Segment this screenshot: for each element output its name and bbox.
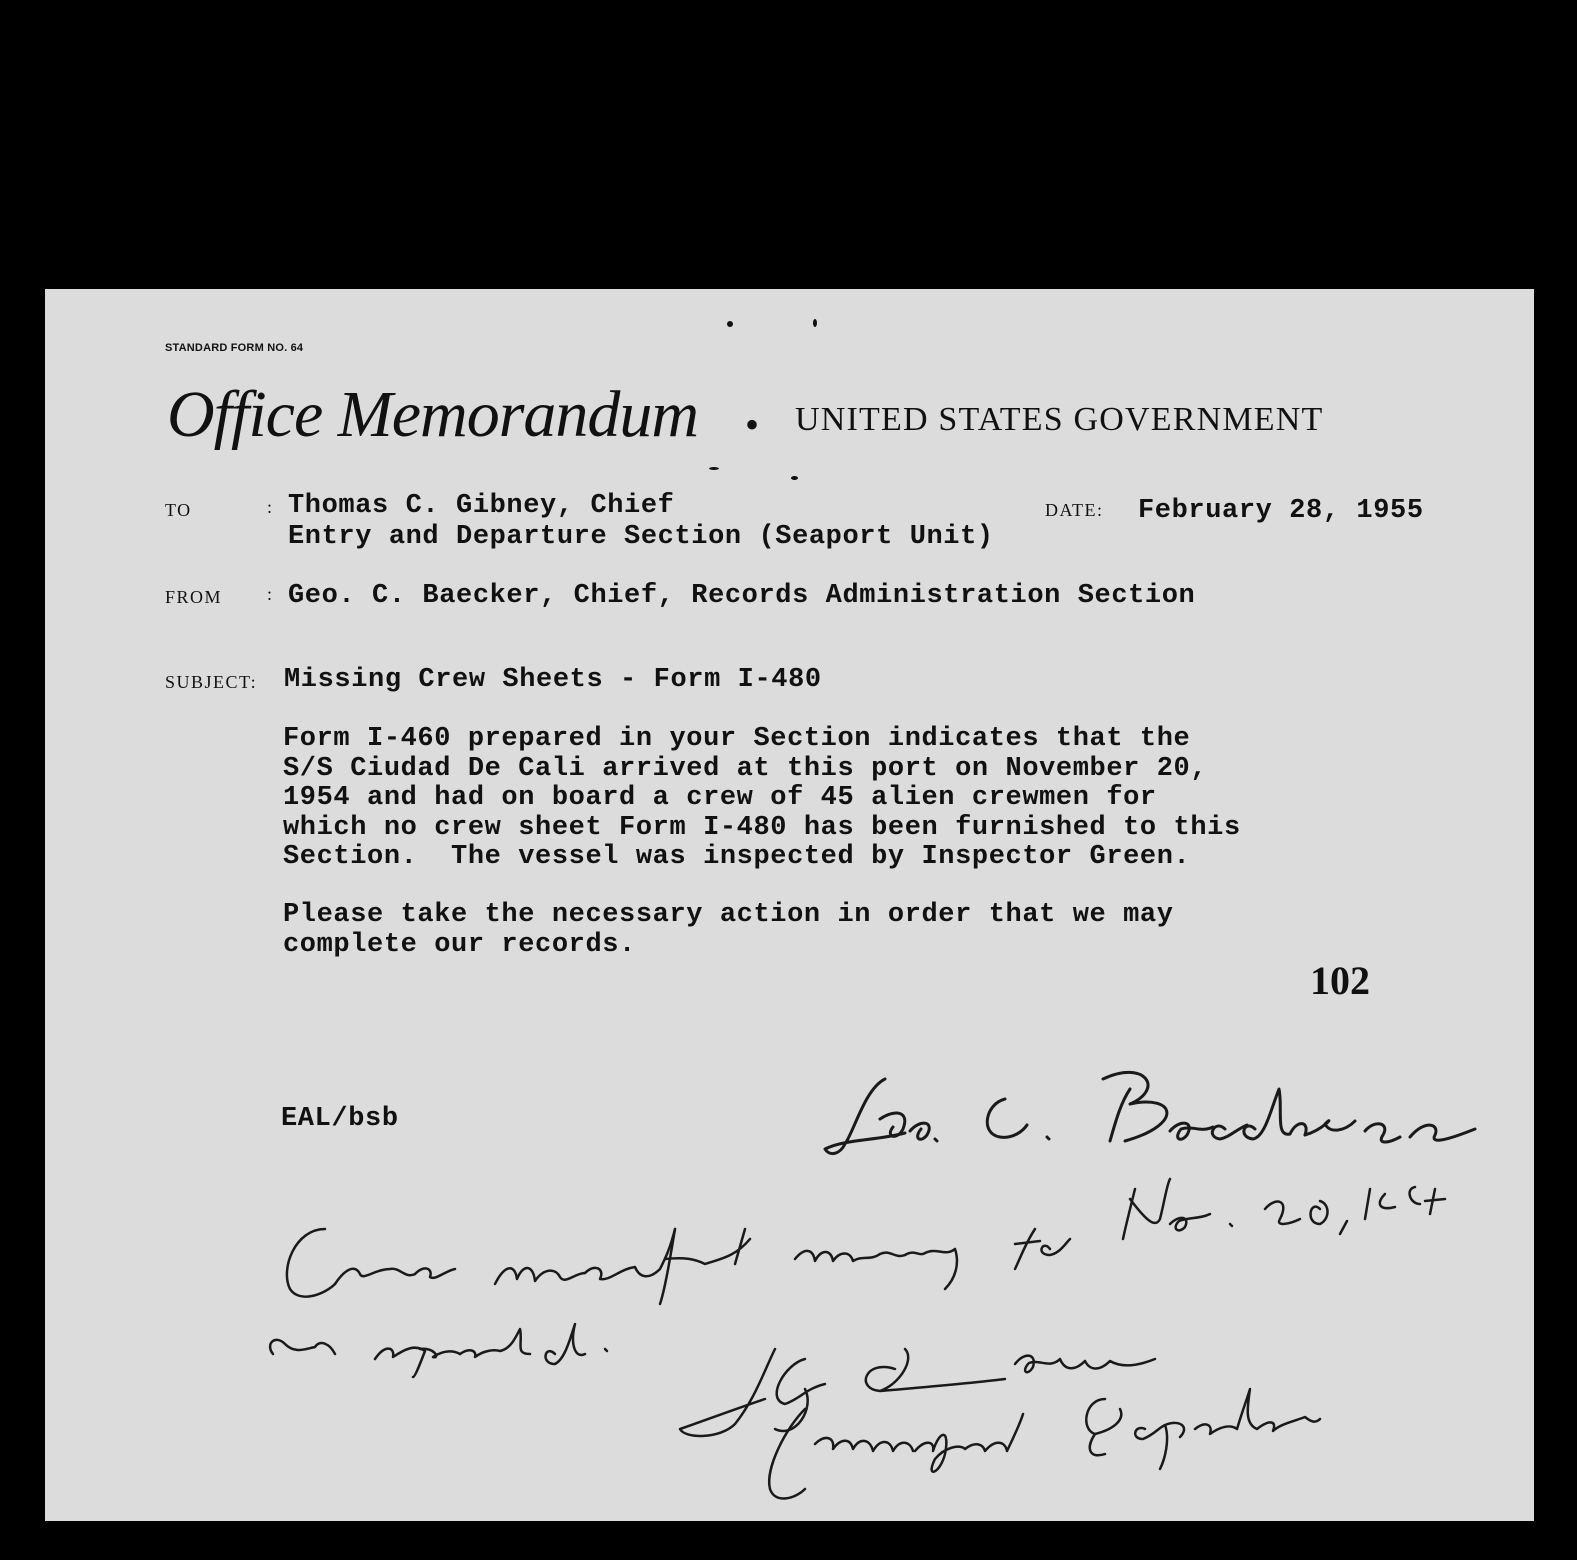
inspector-signature [665,1329,1385,1519]
baecker-signature [785,1049,1505,1179]
speck-mark [727,321,733,327]
date-label: DATE: [1045,500,1104,520]
to-section: Entry and Departure Section (Seaport Unit) [288,522,994,552]
memo-title: Office Memorandum [167,378,699,451]
standard-form-number: STANDARD FORM NO. 64 [165,342,304,354]
memo-paper [45,289,1534,1521]
from-label: FROM [165,587,223,607]
agency-name: UNITED STATES GOVERNMENT [795,401,1324,438]
title-separator: • [745,402,760,447]
from-colon: : [267,584,274,604]
subject-value: Missing Crew Sheets - Form I-480 [284,665,822,695]
speck-mark [791,476,798,480]
date-value: February 28, 1955 [1138,496,1424,526]
from-value: Geo. C. Baecker, Chief, Records Administration Section [288,581,1196,611]
speck-mark [709,467,719,470]
subject-label: SUBJECT: [165,672,258,692]
handwritten-note-line-1 [265,1169,1485,1309]
page-number: 102 [1310,958,1370,1003]
to-recipient: Thomas C. Gibney, Chief [288,491,675,521]
to-colon: : [267,497,274,517]
to-label: TO [165,500,192,520]
body-paragraph-2: Please take the necessary action in order that we may complete our records. [283,900,1174,960]
typist-initials: EAL/bsb [281,1104,399,1134]
speck-mark [813,319,817,327]
body-paragraph-1: Form I-460 prepared in your Section indicates that the S/S Ciudad De Cali arrived at this port on November 20, 1954 and had on board a crew of 45 alien crewmen for which no crew sheet Form I-480 has been furnished to this Section. The vessel was inspected by Inspector Green. [283,724,1241,872]
